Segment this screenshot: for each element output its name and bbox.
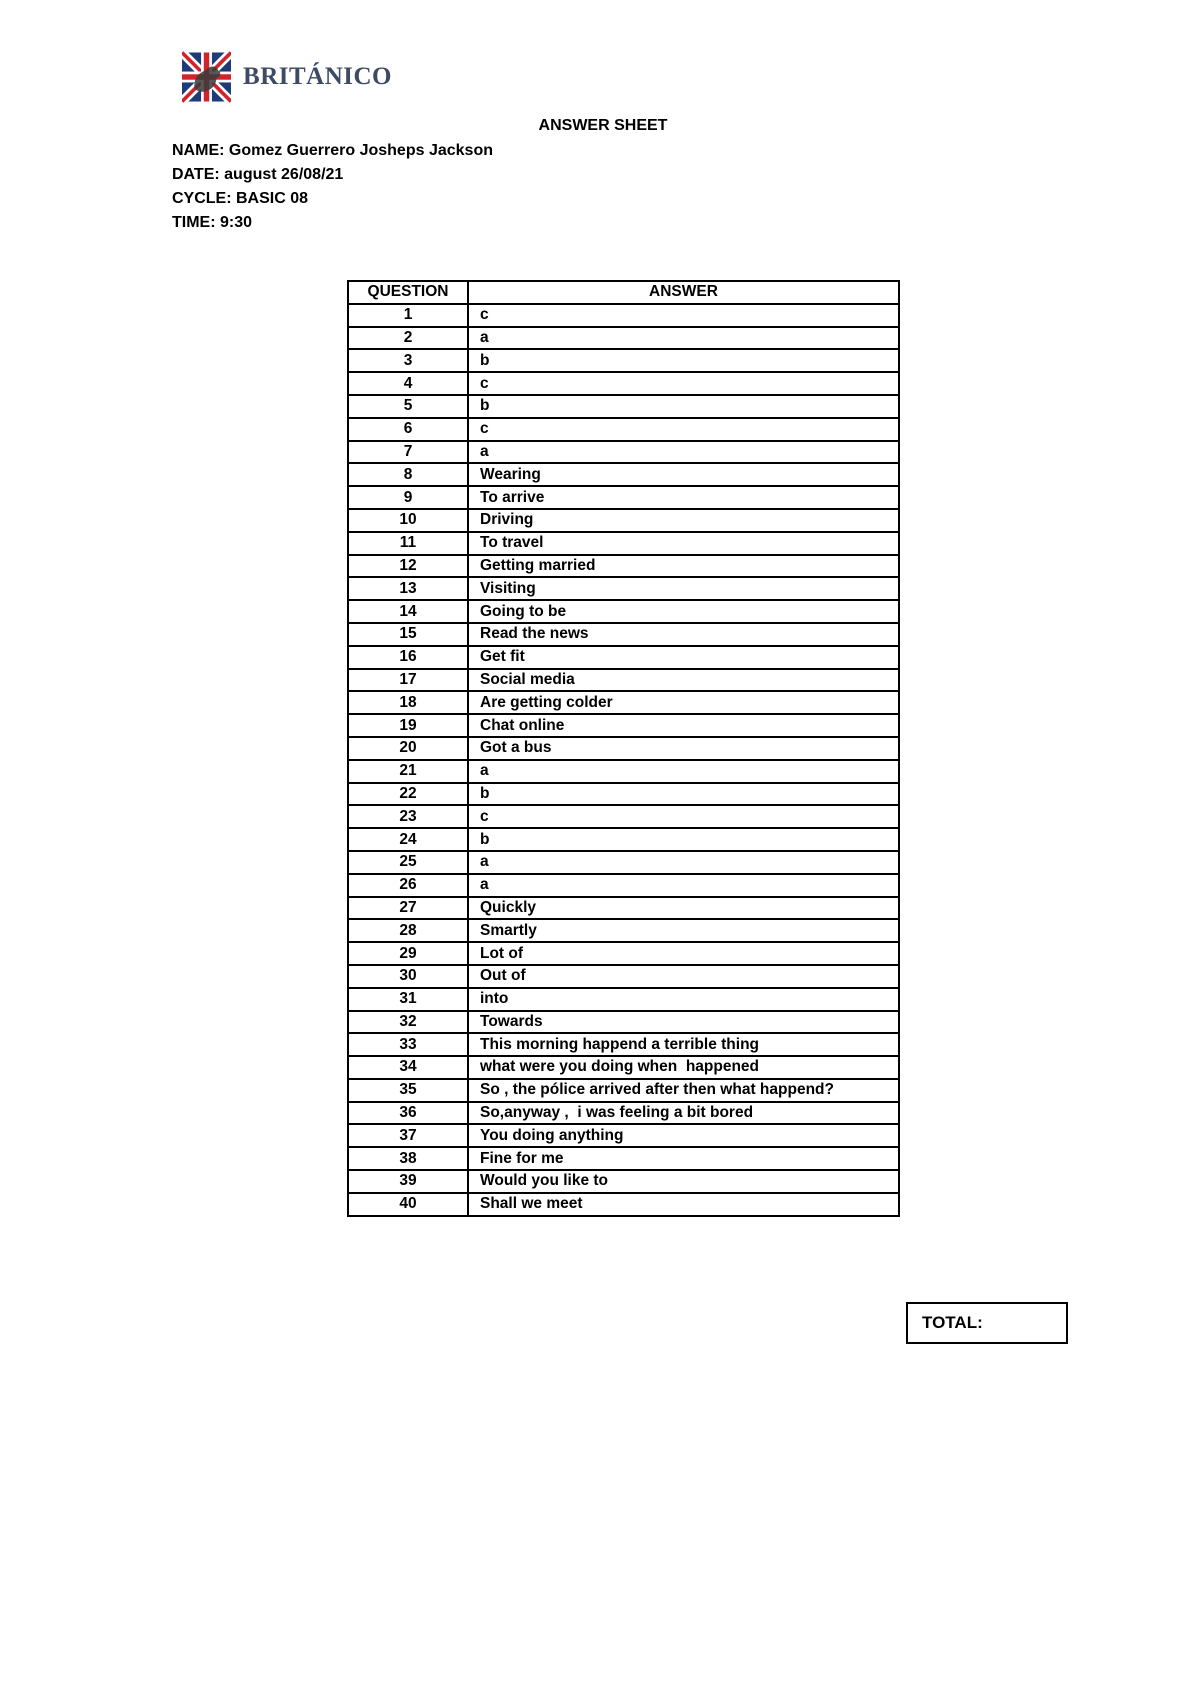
table-row [348, 1170, 899, 1193]
question-number: 38 [348, 1147, 468, 1170]
table-row [348, 1102, 899, 1125]
question-number: 7 [348, 441, 468, 464]
exam-time: TIME: 9:30 [172, 214, 253, 231]
question-number: 3 [348, 349, 468, 372]
table-row [348, 1011, 899, 1034]
table-row [348, 805, 899, 828]
answer-cell: Towards [468, 1011, 899, 1034]
table-row [348, 441, 899, 464]
table-row [348, 874, 899, 897]
student-info [172, 139, 493, 235]
table-row [348, 1056, 899, 1079]
table-row [348, 1124, 899, 1147]
table-row [348, 463, 899, 486]
answer-cell: So,anyway , i was feeling a bit bored [468, 1102, 899, 1125]
answer-cell: Out of [468, 965, 899, 988]
table-row [348, 509, 899, 532]
table-header-row [348, 281, 899, 304]
answer-cell: b [468, 349, 899, 372]
table-row [348, 760, 899, 783]
answer-cell: Are getting colder [468, 691, 899, 714]
answer-cell: a [468, 760, 899, 783]
answer-cell: Fine for me [468, 1147, 899, 1170]
answer-cell: a [468, 874, 899, 897]
answer-cell: Get fit [468, 646, 899, 669]
answer-cell: Quickly [468, 897, 899, 920]
table-row [348, 600, 899, 623]
table-row [348, 304, 899, 327]
question-number: 18 [348, 691, 468, 714]
question-number: 40 [348, 1193, 468, 1216]
question-number: 33 [348, 1033, 468, 1056]
table-row [348, 942, 899, 965]
table-row [348, 349, 899, 372]
question-number: 28 [348, 919, 468, 942]
answer-cell: Would you like to [468, 1170, 899, 1193]
answer-cell: To travel [468, 532, 899, 555]
table-row [348, 486, 899, 509]
question-number: 21 [348, 760, 468, 783]
table-row [348, 372, 899, 395]
answer-cell: Social media [468, 669, 899, 692]
answer-cell: into [468, 988, 899, 1011]
answer-cell: Chat online [468, 714, 899, 737]
table-row [348, 1147, 899, 1170]
exam-date: DATE: august 26/08/21 [172, 166, 344, 183]
question-number: 5 [348, 395, 468, 418]
table-row [348, 851, 899, 874]
answer-cell: a [468, 441, 899, 464]
total-label: TOTAL: [922, 1313, 983, 1332]
answer-cell: Shall we meet [468, 1193, 899, 1216]
question-number: 34 [348, 1056, 468, 1079]
answer-column-header: ANSWER [468, 281, 899, 304]
table-row [348, 577, 899, 600]
answer-cell: a [468, 327, 899, 350]
table-row [348, 1079, 899, 1102]
table-row [348, 327, 899, 350]
answer-cell: So , the pólice arrived after then what happend? [468, 1079, 899, 1102]
table-row [348, 897, 899, 920]
answer-cell: Smartly [468, 919, 899, 942]
question-number: 8 [348, 463, 468, 486]
union-flag-lion-icon [182, 50, 231, 104]
answer-cell: c [468, 372, 899, 395]
question-number: 14 [348, 600, 468, 623]
answer-cell: Driving [468, 509, 899, 532]
answer-table [347, 280, 900, 1217]
table-row [348, 988, 899, 1011]
question-number: 26 [348, 874, 468, 897]
answer-cell: Going to be [468, 600, 899, 623]
table-row [348, 1193, 899, 1216]
answer-cell: Visiting [468, 577, 899, 600]
question-number: 37 [348, 1124, 468, 1147]
answer-cell: b [468, 783, 899, 806]
table-row [348, 1033, 899, 1056]
answer-cell: Lot of [468, 942, 899, 965]
britanico-logo [182, 48, 392, 106]
answer-rows [348, 304, 899, 1216]
table-row [348, 395, 899, 418]
question-number: 23 [348, 805, 468, 828]
table-row [348, 691, 899, 714]
table-row [348, 828, 899, 851]
answer-cell: c [468, 805, 899, 828]
question-number: 36 [348, 1102, 468, 1125]
table-row [348, 919, 899, 942]
question-number: 16 [348, 646, 468, 669]
question-number: 27 [348, 897, 468, 920]
answer-cell: Getting married [468, 555, 899, 578]
question-number: 32 [348, 1011, 468, 1034]
question-number: 39 [348, 1170, 468, 1193]
exam-cycle: CYCLE: BASIC 08 [172, 190, 309, 207]
question-number: 20 [348, 737, 468, 760]
table-row [348, 783, 899, 806]
table-row [348, 965, 899, 988]
answer-cell: b [468, 395, 899, 418]
question-number: 2 [348, 327, 468, 350]
question-number: 31 [348, 988, 468, 1011]
question-number: 29 [348, 942, 468, 965]
table-row [348, 532, 899, 555]
table-row [348, 737, 899, 760]
question-number: 25 [348, 851, 468, 874]
question-number: 9 [348, 486, 468, 509]
answer-cell: This morning happend a terrible thing [468, 1033, 899, 1056]
table-row [348, 714, 899, 737]
answer-cell: c [468, 304, 899, 327]
question-number: 6 [348, 418, 468, 441]
question-number: 17 [348, 669, 468, 692]
question-number: 30 [348, 965, 468, 988]
logo-text: BRITÁNICO [243, 63, 392, 90]
table-row [348, 646, 899, 669]
table-row [348, 669, 899, 692]
question-number: 13 [348, 577, 468, 600]
answer-cell: c [468, 418, 899, 441]
question-number: 1 [348, 304, 468, 327]
answer-cell: Got a bus [468, 737, 899, 760]
table-row [348, 555, 899, 578]
answer-cell: b [468, 828, 899, 851]
answer-cell: To arrive [468, 486, 899, 509]
table-row [348, 623, 899, 646]
question-column-header: QUESTION [348, 281, 468, 304]
page-title: ANSWER SHEET [538, 117, 668, 134]
answer-cell: Wearing [468, 463, 899, 486]
question-number: 35 [348, 1079, 468, 1102]
table-row [348, 418, 899, 441]
question-number: 4 [348, 372, 468, 395]
answer-cell: You doing anything [468, 1124, 899, 1147]
question-number: 24 [348, 828, 468, 851]
question-number: 12 [348, 555, 468, 578]
answer-cell: a [468, 851, 899, 874]
question-number: 19 [348, 714, 468, 737]
answer-cell: what were you doing when happened [468, 1056, 899, 1079]
total-box [906, 1302, 1068, 1344]
question-number: 15 [348, 623, 468, 646]
answer-cell: Read the news [468, 623, 899, 646]
question-number: 10 [348, 509, 468, 532]
question-number: 22 [348, 783, 468, 806]
question-number: 11 [348, 532, 468, 555]
student-name: NAME: Gomez Guerrero Josheps Jackson [172, 142, 493, 159]
